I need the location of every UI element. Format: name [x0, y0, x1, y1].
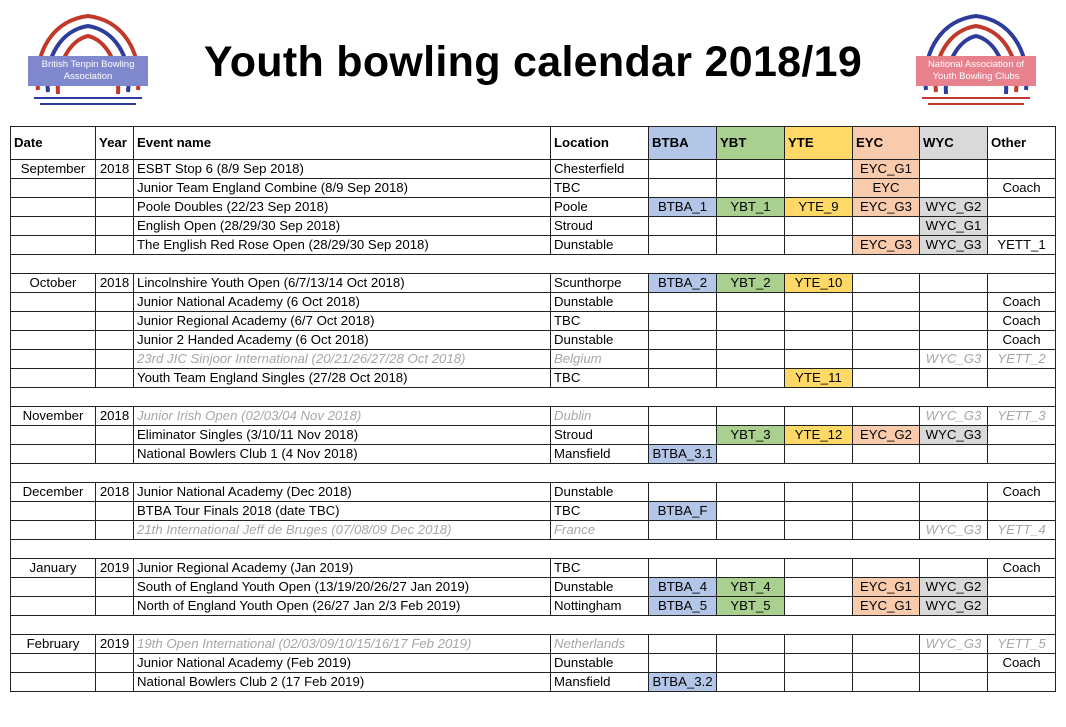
btba-cell [649, 635, 717, 654]
table-row [11, 578, 1056, 597]
event-name-cell: Junior Regional Academy (6/7 Oct 2018) [134, 312, 551, 331]
page-title: Youth bowling calendar 2018/19 [203, 38, 863, 86]
yte-cell [785, 160, 853, 179]
eyc-cell: EYC_G3 [853, 236, 920, 255]
other-cell: YETT_2 [988, 350, 1056, 369]
location-cell: TBC [551, 502, 649, 521]
yte-cell [785, 350, 853, 369]
btba-cell [649, 331, 717, 350]
wyc-cell [920, 502, 988, 521]
wyc-cell: WYC_G3 [920, 635, 988, 654]
year-cell [96, 198, 134, 217]
location-cell: Poole [551, 198, 649, 217]
location-cell: Dunstable [551, 578, 649, 597]
calendar-body [11, 160, 1056, 692]
eyc-cell: EYC [853, 179, 920, 198]
ybt-cell [717, 654, 785, 673]
btba-cell: BTBA_1 [649, 198, 717, 217]
other-cell: Coach [988, 293, 1056, 312]
spacer-row [11, 255, 1056, 274]
ybt-cell [717, 559, 785, 578]
wyc-cell [920, 445, 988, 464]
date-cell: October [11, 274, 96, 293]
btba-cell [649, 654, 717, 673]
table-row [11, 293, 1056, 312]
table-row [11, 654, 1056, 673]
spacer-row [11, 388, 1056, 407]
ybt-cell [717, 217, 785, 236]
location-cell: Dunstable [551, 331, 649, 350]
spacer-cell [11, 255, 1056, 274]
wyc-cell [920, 654, 988, 673]
date-cell [11, 217, 96, 236]
date-cell [11, 331, 96, 350]
date-cell: December [11, 483, 96, 502]
other-cell: Coach [988, 483, 1056, 502]
event-name-cell: South of England Youth Open (13/19/20/26/27 Jan 2019) [134, 578, 551, 597]
eyc-cell [853, 331, 920, 350]
yte-cell: YTE_9 [785, 198, 853, 217]
eyc-cell [853, 483, 920, 502]
location-cell: Dunstable [551, 654, 649, 673]
wyc-cell: WYC_G2 [920, 578, 988, 597]
location-cell: Dublin [551, 407, 649, 426]
table-row [11, 198, 1056, 217]
header-wyc: WYC [920, 127, 988, 160]
header-btba: BTBA [649, 127, 717, 160]
yte-cell: YTE_11 [785, 369, 853, 388]
event-name-cell: North of England Youth Open (26/27 Jan 2/3 Feb 2019) [134, 597, 551, 616]
table-row [11, 635, 1056, 654]
year-cell: 2019 [96, 635, 134, 654]
yte-cell [785, 597, 853, 616]
wyc-cell [920, 369, 988, 388]
table-row [11, 236, 1056, 255]
table-row [11, 312, 1056, 331]
table-row [11, 350, 1056, 369]
spacer-cell [11, 616, 1056, 635]
event-name-cell: Junior National Academy (6 Oct 2018) [134, 293, 551, 312]
location-cell: Stroud [551, 426, 649, 445]
date-cell: February [11, 635, 96, 654]
other-cell [988, 597, 1056, 616]
ybt-cell [717, 502, 785, 521]
date-cell [11, 502, 96, 521]
location-cell: Mansfield [551, 673, 649, 692]
yte-cell [785, 293, 853, 312]
year-cell [96, 426, 134, 445]
ybt-cell [717, 331, 785, 350]
location-cell: TBC [551, 179, 649, 198]
date-cell: November [11, 407, 96, 426]
other-cell [988, 426, 1056, 445]
eyc-cell: EYC_G3 [853, 198, 920, 217]
header-eyc: EYC [853, 127, 920, 160]
other-cell [988, 502, 1056, 521]
eyc-cell [853, 312, 920, 331]
eyc-cell [853, 673, 920, 692]
event-name-cell: BTBA Tour Finals 2018 (date TBC) [134, 502, 551, 521]
location-cell: Scunthorpe [551, 274, 649, 293]
ybt-cell [717, 350, 785, 369]
eyc-cell [853, 217, 920, 236]
ybt-cell [717, 236, 785, 255]
wyc-cell: WYC_G3 [920, 350, 988, 369]
other-cell [988, 217, 1056, 236]
ybt-cell [717, 160, 785, 179]
yte-cell: YTE_10 [785, 274, 853, 293]
yte-cell [785, 521, 853, 540]
table-row [11, 217, 1056, 236]
table-row [11, 274, 1056, 293]
calendar-table [10, 126, 1056, 692]
yte-cell [785, 407, 853, 426]
wyc-cell: WYC_G3 [920, 521, 988, 540]
eyc-cell: EYC_G2 [853, 426, 920, 445]
date-cell [11, 521, 96, 540]
wyc-cell [920, 179, 988, 198]
table-row [11, 597, 1056, 616]
event-name-cell: The English Red Rose Open (28/29/30 Sep 2018) [134, 236, 551, 255]
year-cell: 2018 [96, 483, 134, 502]
ybt-cell [717, 312, 785, 331]
year-cell [96, 578, 134, 597]
year-cell [96, 597, 134, 616]
date-cell [11, 350, 96, 369]
event-name-cell: 21th International Jeff de Bruges (07/08/09 Dec 2018) [134, 521, 551, 540]
btba-cell [649, 350, 717, 369]
eyc-cell [853, 635, 920, 654]
date-cell [11, 445, 96, 464]
other-cell: Coach [988, 312, 1056, 331]
event-name-cell: Lincolnshire Youth Open (6/7/13/14 Oct 2018) [134, 274, 551, 293]
header-event: Event name [134, 127, 551, 160]
yte-cell [785, 179, 853, 198]
wyc-cell [920, 293, 988, 312]
spacer-row [11, 464, 1056, 483]
event-name-cell: 23rd JIC Sinjoor International (20/21/26/27/28 Oct 2018) [134, 350, 551, 369]
wyc-cell: WYC_G3 [920, 407, 988, 426]
ybt-cell [717, 483, 785, 502]
wyc-cell [920, 673, 988, 692]
year-cell [96, 312, 134, 331]
event-name-cell: English Open (28/29/30 Sep 2018) [134, 217, 551, 236]
date-cell [11, 426, 96, 445]
other-cell: Coach [988, 179, 1056, 198]
year-cell [96, 521, 134, 540]
date-cell: September [11, 160, 96, 179]
date-cell [11, 673, 96, 692]
other-cell [988, 578, 1056, 597]
date-cell [11, 293, 96, 312]
table-row [11, 445, 1056, 464]
eyc-cell [853, 502, 920, 521]
ybt-cell [717, 407, 785, 426]
event-name-cell: Junior Irish Open (02/03/04 Nov 2018) [134, 407, 551, 426]
year-cell [96, 445, 134, 464]
table-row [11, 407, 1056, 426]
table-row [11, 160, 1056, 179]
spacer-cell [11, 464, 1056, 483]
other-cell: YETT_4 [988, 521, 1056, 540]
other-cell [988, 673, 1056, 692]
eyc-cell [853, 445, 920, 464]
date-cell [11, 578, 96, 597]
wyc-cell [920, 160, 988, 179]
date-cell [11, 198, 96, 217]
btba-cell [649, 217, 717, 236]
yte-cell [785, 445, 853, 464]
year-cell [96, 369, 134, 388]
btba-cell: BTBA_3.2 [649, 673, 717, 692]
ybt-cell: YBT_3 [717, 426, 785, 445]
date-cell [11, 369, 96, 388]
header-date: Date [11, 127, 96, 160]
table-row [11, 502, 1056, 521]
ybt-cell [717, 635, 785, 654]
yte-cell [785, 236, 853, 255]
year-cell: 2019 [96, 559, 134, 578]
ybt-cell: YBT_2 [717, 274, 785, 293]
other-cell: YETT_3 [988, 407, 1056, 426]
wyc-cell: WYC_G1 [920, 217, 988, 236]
year-cell [96, 350, 134, 369]
other-cell: YETT_1 [988, 236, 1056, 255]
btba-cell: BTBA_5 [649, 597, 717, 616]
event-name-cell: Poole Doubles (22/23 Sep 2018) [134, 198, 551, 217]
header-yte: YTE [785, 127, 853, 160]
table-row [11, 331, 1056, 350]
event-name-cell: Eliminator Singles (3/10/11 Nov 2018) [134, 426, 551, 445]
date-cell [11, 236, 96, 255]
wyc-cell [920, 483, 988, 502]
event-name-cell: Junior Regional Academy (Jan 2019) [134, 559, 551, 578]
year-cell: 2018 [96, 160, 134, 179]
btba-cell [649, 179, 717, 198]
wyc-cell [920, 331, 988, 350]
eyc-cell: EYC_G1 [853, 597, 920, 616]
year-cell [96, 236, 134, 255]
eyc-cell [853, 369, 920, 388]
year-cell [96, 293, 134, 312]
location-cell: Dunstable [551, 483, 649, 502]
location-cell: France [551, 521, 649, 540]
other-cell: Coach [988, 331, 1056, 350]
yte-cell [785, 483, 853, 502]
location-cell: Dunstable [551, 236, 649, 255]
year-cell: 2018 [96, 407, 134, 426]
ybt-cell [717, 293, 785, 312]
wyc-cell [920, 274, 988, 293]
yte-cell [785, 559, 853, 578]
eyc-cell [853, 654, 920, 673]
table-row [11, 673, 1056, 692]
yte-cell [785, 312, 853, 331]
wyc-cell: WYC_G3 [920, 426, 988, 445]
wyc-cell: WYC_G2 [920, 597, 988, 616]
btba-cell [649, 369, 717, 388]
event-name-cell: National Bowlers Club 2 (17 Feb 2019) [134, 673, 551, 692]
eyc-cell [853, 274, 920, 293]
table-row [11, 483, 1056, 502]
date-cell [11, 179, 96, 198]
eyc-cell: EYC_G1 [853, 578, 920, 597]
header-location: Location [551, 127, 649, 160]
btba-cell [649, 312, 717, 331]
location-cell: Netherlands [551, 635, 649, 654]
spacer-cell [11, 388, 1056, 407]
header-ybt: YBT [717, 127, 785, 160]
eyc-cell: EYC_G1 [853, 160, 920, 179]
other-cell [988, 445, 1056, 464]
location-cell: Stroud [551, 217, 649, 236]
spacer-cell [11, 540, 1056, 559]
yte-cell [785, 331, 853, 350]
btba-cell: BTBA_3.1 [649, 445, 717, 464]
table-row [11, 559, 1056, 578]
table-row [11, 369, 1056, 388]
other-cell: Coach [988, 654, 1056, 673]
location-cell: Chesterfield [551, 160, 649, 179]
year-cell [96, 502, 134, 521]
btba-logo-text: British Tenpin Bowling Association [28, 56, 148, 86]
year-cell [96, 654, 134, 673]
other-cell [988, 198, 1056, 217]
table-row [11, 179, 1056, 198]
table-row [11, 521, 1056, 540]
event-name-cell: ESBT Stop 6 (8/9 Sep 2018) [134, 160, 551, 179]
other-cell: YETT_5 [988, 635, 1056, 654]
date-cell [11, 312, 96, 331]
btba-cell [649, 293, 717, 312]
year-cell [96, 331, 134, 350]
event-name-cell: 19th Open International (02/03/09/10/15/16/17 Feb 2019) [134, 635, 551, 654]
date-cell: January [11, 559, 96, 578]
date-cell [11, 654, 96, 673]
location-cell: TBC [551, 559, 649, 578]
event-name-cell: Junior Team England Combine (8/9 Sep 2018) [134, 179, 551, 198]
year-cell [96, 673, 134, 692]
yte-cell [785, 578, 853, 597]
yte-cell [785, 654, 853, 673]
btba-cell [649, 426, 717, 445]
year-cell [96, 179, 134, 198]
wyc-cell [920, 312, 988, 331]
other-cell [988, 160, 1056, 179]
eyc-cell [853, 350, 920, 369]
yte-cell [785, 635, 853, 654]
wyc-cell [920, 559, 988, 578]
eyc-cell [853, 407, 920, 426]
location-cell: TBC [551, 312, 649, 331]
wyc-cell: WYC_G2 [920, 198, 988, 217]
btba-cell: BTBA_4 [649, 578, 717, 597]
yte-cell [785, 673, 853, 692]
ybt-cell: YBT_4 [717, 578, 785, 597]
yte-cell: YTE_12 [785, 426, 853, 445]
event-name-cell: National Bowlers Club 1 (4 Nov 2018) [134, 445, 551, 464]
ybt-cell [717, 445, 785, 464]
spacer-row [11, 540, 1056, 559]
event-name-cell: Junior 2 Handed Academy (6 Oct 2018) [134, 331, 551, 350]
header-row [11, 127, 1056, 160]
other-cell: Coach [988, 559, 1056, 578]
table-row [11, 426, 1056, 445]
location-cell: Mansfield [551, 445, 649, 464]
btba-cell: BTBA_F [649, 502, 717, 521]
year-cell [96, 217, 134, 236]
location-cell: Nottingham [551, 597, 649, 616]
header-year: Year [96, 127, 134, 160]
btba-cell [649, 236, 717, 255]
yte-cell [785, 217, 853, 236]
location-cell: Belgium [551, 350, 649, 369]
other-cell [988, 369, 1056, 388]
ybt-cell: YBT_5 [717, 597, 785, 616]
spacer-row [11, 616, 1056, 635]
eyc-cell [853, 559, 920, 578]
btba-cell [649, 483, 717, 502]
ybt-cell [717, 673, 785, 692]
location-cell: TBC [551, 369, 649, 388]
eyc-cell [853, 293, 920, 312]
event-name-cell: Junior National Academy (Feb 2019) [134, 654, 551, 673]
ybt-cell [717, 521, 785, 540]
ybt-cell [717, 179, 785, 198]
event-name-cell: Youth Team England Singles (27/28 Oct 2018) [134, 369, 551, 388]
ybt-cell: YBT_1 [717, 198, 785, 217]
year-cell: 2018 [96, 274, 134, 293]
ybt-cell [717, 369, 785, 388]
location-cell: Dunstable [551, 293, 649, 312]
wyc-cell: WYC_G3 [920, 236, 988, 255]
yte-cell [785, 502, 853, 521]
eyc-cell [853, 521, 920, 540]
event-name-cell: Junior National Academy (Dec 2018) [134, 483, 551, 502]
header-other: Other [988, 127, 1056, 160]
btba-cell [649, 559, 717, 578]
btba-cell [649, 407, 717, 426]
btba-cell: BTBA_2 [649, 274, 717, 293]
btba-cell [649, 160, 717, 179]
btba-cell [649, 521, 717, 540]
naybc-logo-text: National Association of Youth Bowling Clubs [916, 56, 1036, 86]
other-cell [988, 274, 1056, 293]
date-cell [11, 597, 96, 616]
